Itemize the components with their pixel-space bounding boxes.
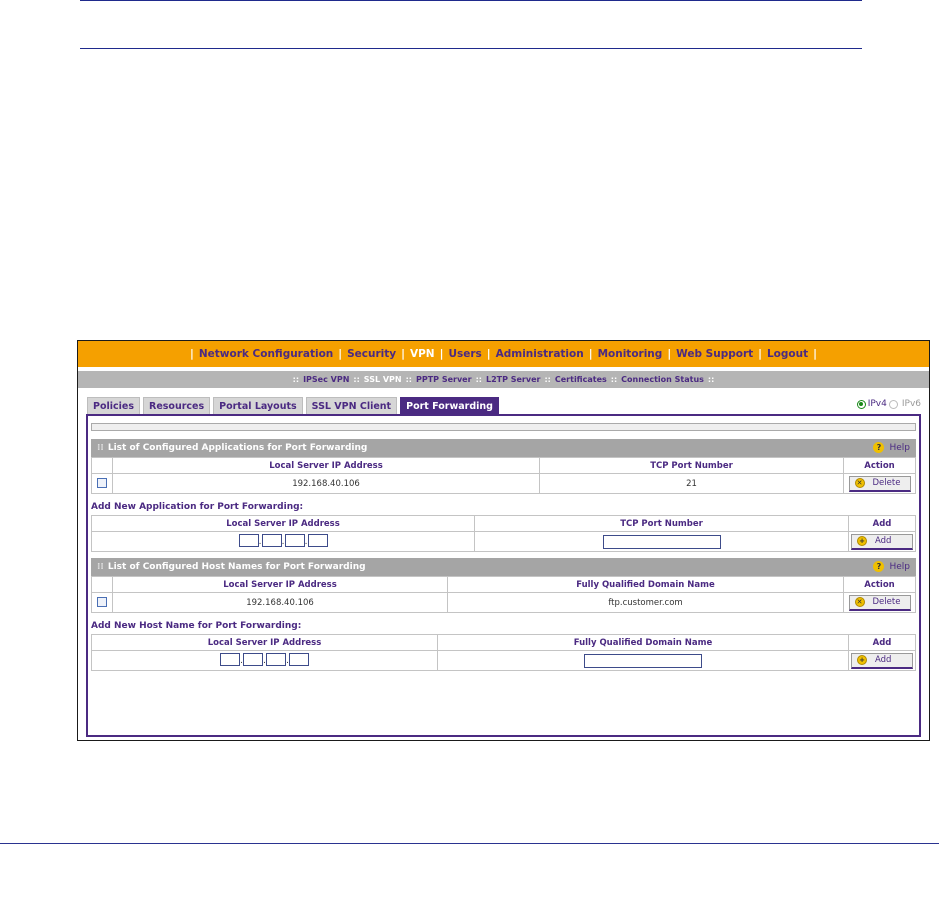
apps-section-title: List of Configured Applications for Port Forwarding (107, 443, 368, 453)
row-ip: 192.168.40.106 (113, 593, 448, 613)
router-web-ui (77, 340, 930, 741)
add-app-section (91, 515, 916, 552)
row-select-cell (92, 593, 113, 613)
apps-section (91, 439, 916, 494)
help-label: Help (889, 442, 910, 453)
col-header-action: Action (844, 458, 916, 474)
nav-web-support[interactable]: Web Support (676, 348, 754, 360)
add-host-section (91, 634, 916, 671)
add-app-table (91, 515, 916, 552)
doc-top-rule (80, 0, 862, 1)
subnav-pptp-server[interactable]: PPTP Server (416, 375, 472, 384)
delete-label: Delete (872, 478, 901, 488)
ip-octet-4[interactable] (289, 653, 309, 666)
col-header-ip: Local Server IP Address (113, 458, 540, 474)
ipv4-label: IPv4 (867, 399, 887, 409)
tab-ssl-vpn-client[interactable]: SSL VPN Client (306, 397, 397, 415)
ip-address-input: . . . (239, 534, 328, 547)
row-select-cell (92, 474, 113, 494)
add-app-title: Add New Application for Port Forwarding: (91, 502, 304, 512)
add-label: Add (875, 536, 892, 546)
table-row (92, 593, 916, 613)
add-label: Add (875, 655, 892, 665)
nav-security[interactable]: Security (347, 348, 397, 360)
ip-octet-1[interactable] (239, 534, 259, 547)
help-icon: ? (873, 561, 884, 572)
add-app-col-port: TCP Port Number (475, 516, 849, 532)
ip-octet-3[interactable] (266, 653, 286, 666)
ipv6-label: IPv6 (901, 399, 921, 409)
row-checkbox[interactable] (97, 478, 107, 488)
apps-section-header (91, 439, 916, 457)
tcp-port-input[interactable] (603, 535, 721, 549)
add-host-button-cell (849, 651, 916, 671)
add-app-ip-cell (92, 532, 475, 552)
status-bar (91, 423, 916, 431)
doc-second-rule (80, 48, 862, 49)
add-icon: + (857, 655, 867, 665)
tab-row (78, 395, 929, 415)
subnav-l2tp-server[interactable]: L2TP Server (485, 375, 541, 384)
add-host-fqdn-cell (438, 651, 849, 671)
hosts-help-link[interactable] (873, 561, 910, 572)
grip-icon: ⁞⁞ (97, 562, 104, 572)
add-host-col-ip: Local Server IP Address (92, 635, 438, 651)
add-host-col-fqdn: Fully Qualified Domain Name (438, 635, 849, 651)
apps-table (91, 457, 916, 494)
grip-icon: ⁞⁞ (97, 443, 104, 453)
delete-button[interactable] (849, 595, 911, 611)
delete-button[interactable] (849, 476, 911, 492)
port-forwarding-panel (86, 414, 921, 737)
add-app-col-add: Add (849, 516, 916, 532)
col-header-port: TCP Port Number (540, 458, 844, 474)
subnav-connection-status[interactable]: Connection Status (621, 375, 704, 384)
ip-version-selector (857, 399, 921, 409)
delete-icon: ✕ (855, 597, 865, 607)
add-application-button[interactable] (851, 534, 913, 550)
delete-label: Delete (872, 597, 901, 607)
subnav-certificates[interactable]: Certificates (554, 375, 607, 384)
add-app-button-cell (849, 532, 916, 552)
help-label: Help (889, 561, 910, 572)
ip-octet-2[interactable] (243, 653, 263, 666)
nav-network-configuration[interactable]: Network Configuration (198, 348, 334, 360)
add-app-port-cell (475, 532, 849, 552)
tab-bar (87, 397, 502, 415)
main-nav: | Network Configuration | Security | VPN | Users | Administration | Monitoring | Web Support | Logout | (78, 341, 929, 367)
table-row (92, 474, 916, 494)
hosts-section-title: List of Configured Host Names for Port Forwarding (107, 562, 366, 572)
row-action-cell (844, 593, 916, 613)
tab-resources[interactable]: Resources (143, 397, 210, 415)
row-checkbox[interactable] (97, 597, 107, 607)
nav-users[interactable]: Users (448, 348, 482, 360)
hosts-section (91, 558, 916, 613)
ip-octet-2[interactable] (262, 534, 282, 547)
ipv4-radio[interactable] (857, 400, 866, 409)
row-ip: 192.168.40.106 (113, 474, 540, 494)
tab-portal-layouts[interactable]: Portal Layouts (213, 397, 303, 415)
add-host-ip-cell (92, 651, 438, 671)
subnav-ipsec-vpn[interactable]: IPSec VPN (303, 375, 350, 384)
hosts-col-fqdn: Fully Qualified Domain Name (448, 577, 844, 593)
ip-octet-3[interactable] (285, 534, 305, 547)
add-host-button[interactable] (851, 653, 913, 669)
add-host-title: Add New Host Name for Port Forwarding: (91, 621, 302, 631)
delete-icon: ✕ (855, 478, 865, 488)
subnav-ssl-vpn[interactable]: SSL VPN (363, 375, 402, 384)
nav-logout[interactable]: Logout (766, 348, 809, 360)
row-action-cell (844, 474, 916, 494)
row-port: 21 (540, 474, 844, 494)
nav-monitoring[interactable]: Monitoring (597, 348, 663, 360)
ip-octet-4[interactable] (308, 534, 328, 547)
apps-help-link[interactable] (873, 442, 910, 453)
select-column-header (92, 577, 113, 593)
hosts-col-action: Action (844, 577, 916, 593)
add-icon: + (857, 536, 867, 546)
add-host-col-add: Add (849, 635, 916, 651)
sub-nav: :: IPSec VPN :: SSL VPN :: PPTP Server :: L2TP Server :: Certificates :: Connection Status :: (78, 371, 929, 388)
add-app-col-ip: Local Server IP Address (92, 516, 475, 532)
hosts-col-ip: Local Server IP Address (113, 577, 448, 593)
fqdn-input[interactable] (584, 654, 702, 668)
hosts-section-header (91, 558, 916, 576)
nav-vpn[interactable]: VPN (409, 348, 435, 360)
select-column-header (92, 458, 113, 474)
ip-address-input: . . . (220, 653, 309, 666)
row-fqdn: ftp.customer.com (448, 593, 844, 613)
ipv6-radio[interactable] (889, 400, 898, 409)
tab-policies[interactable]: Policies (87, 397, 140, 415)
hosts-table (91, 576, 916, 613)
tab-port-forwarding[interactable]: Port Forwarding (400, 397, 499, 415)
nav-administration[interactable]: Administration (495, 348, 584, 360)
ip-octet-1[interactable] (220, 653, 240, 666)
add-host-table (91, 634, 916, 671)
help-icon: ? (873, 442, 884, 453)
footer-rule (0, 843, 939, 844)
